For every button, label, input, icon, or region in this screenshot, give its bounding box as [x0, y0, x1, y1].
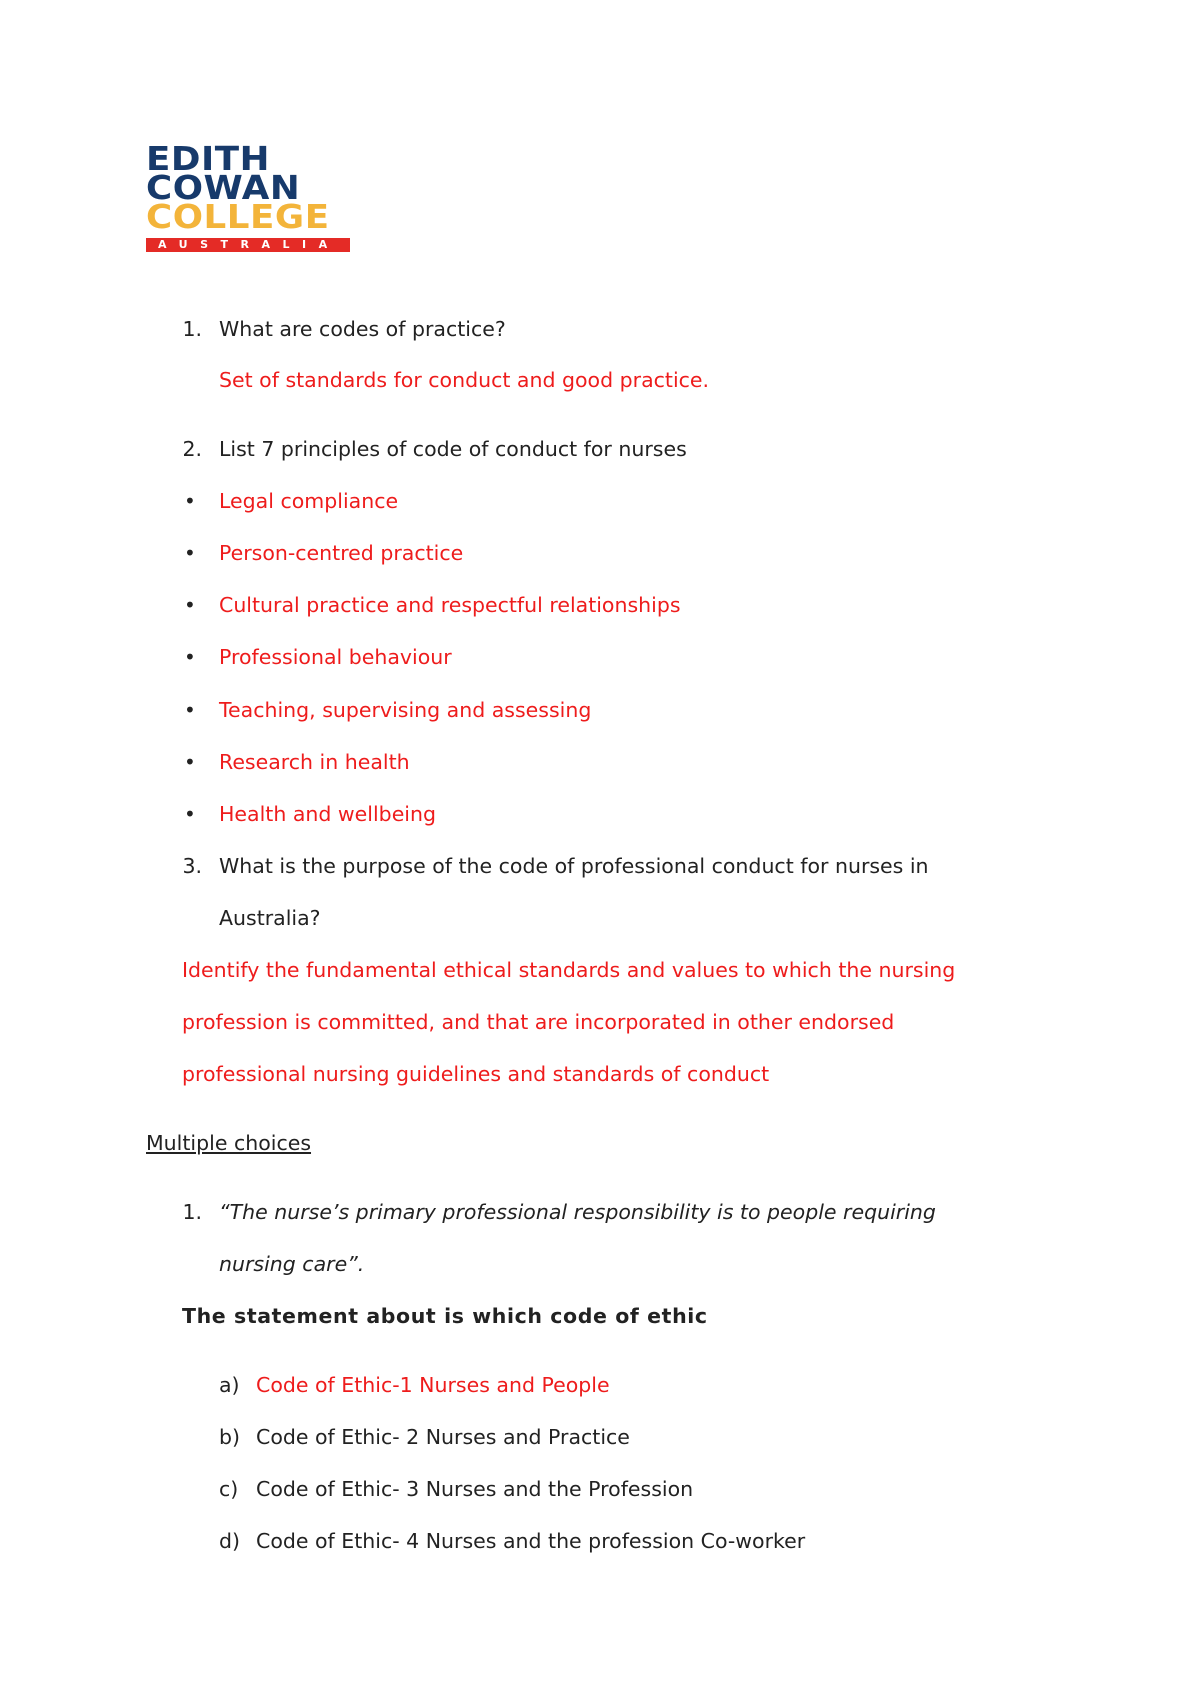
- q1-question: What are codes of practice?: [219, 317, 506, 341]
- bullet-icon: •: [184, 541, 196, 565]
- option-letter: b): [219, 1425, 241, 1449]
- mc-q1-prompt: The statement about is which code of ethic: [182, 1304, 708, 1328]
- option-text: Code of Ethic-1 Nurses and People: [256, 1373, 610, 1397]
- q3-question-line2: Australia?: [219, 906, 321, 930]
- mc-q1-number: 1.: [182, 1200, 202, 1224]
- list-item-text: Health and wellbeing: [219, 802, 437, 826]
- list-item-text: Professional behaviour: [219, 645, 452, 669]
- list-item-text: Cultural practice and respectful relationships: [219, 593, 681, 617]
- logo-line-cowan: COWAN: [146, 168, 301, 207]
- bullet-icon: •: [184, 489, 196, 513]
- bullet-icon: •: [184, 802, 196, 826]
- logo-bar-australia: AUSTRALIA: [146, 238, 350, 252]
- q3-question-line1: What is the purpose of the code of professional conduct for nurses in: [219, 854, 929, 878]
- option-text: Code of Ethic- 2 Nurses and Practice: [256, 1425, 630, 1449]
- option-letter: a): [219, 1373, 240, 1397]
- list-item-text: Teaching, supervising and assessing: [219, 698, 592, 722]
- logo-line-edith: EDITH: [146, 139, 271, 178]
- bullet-icon: •: [184, 750, 196, 774]
- q3-answer-line3: professional nursing guidelines and standards of conduct: [182, 1062, 770, 1086]
- option-text: Code of Ethic- 4 Nurses and the profession Co-worker: [256, 1529, 806, 1553]
- logo-line-college: COLLEGE: [146, 197, 330, 236]
- option-letter: d): [219, 1529, 241, 1553]
- q2-number: 2.: [182, 437, 202, 461]
- list-item-text: Research in health: [219, 750, 410, 774]
- q3-number: 3.: [182, 854, 202, 878]
- mc-q1-statement-line2: nursing care”.: [219, 1252, 365, 1276]
- q1-answer: Set of standards for conduct and good practice.: [219, 368, 710, 392]
- option-text: Code of Ethic- 3 Nurses and the Profession: [256, 1477, 694, 1501]
- bullet-icon: •: [184, 698, 196, 722]
- bullet-icon: •: [184, 593, 196, 617]
- q1-number: 1.: [182, 317, 202, 341]
- q2-question: List 7 principles of code of conduct for nurses: [219, 437, 687, 461]
- list-item-text: Legal compliance: [219, 489, 399, 513]
- bullet-icon: •: [184, 645, 196, 669]
- mc-heading: Multiple choices: [146, 1131, 312, 1155]
- mc-q1-statement-line1: “The nurse’s primary professional responsibility is to people requiring: [219, 1200, 936, 1224]
- college-logo: [146, 139, 352, 254]
- option-letter: c): [219, 1477, 239, 1501]
- q3-answer-line2: profession is committed, and that are incorporated in other endorsed: [182, 1010, 895, 1034]
- q3-answer-line1: Identify the fundamental ethical standards and values to which the nursing: [182, 958, 956, 982]
- list-item-text: Person-centred practice: [219, 541, 464, 565]
